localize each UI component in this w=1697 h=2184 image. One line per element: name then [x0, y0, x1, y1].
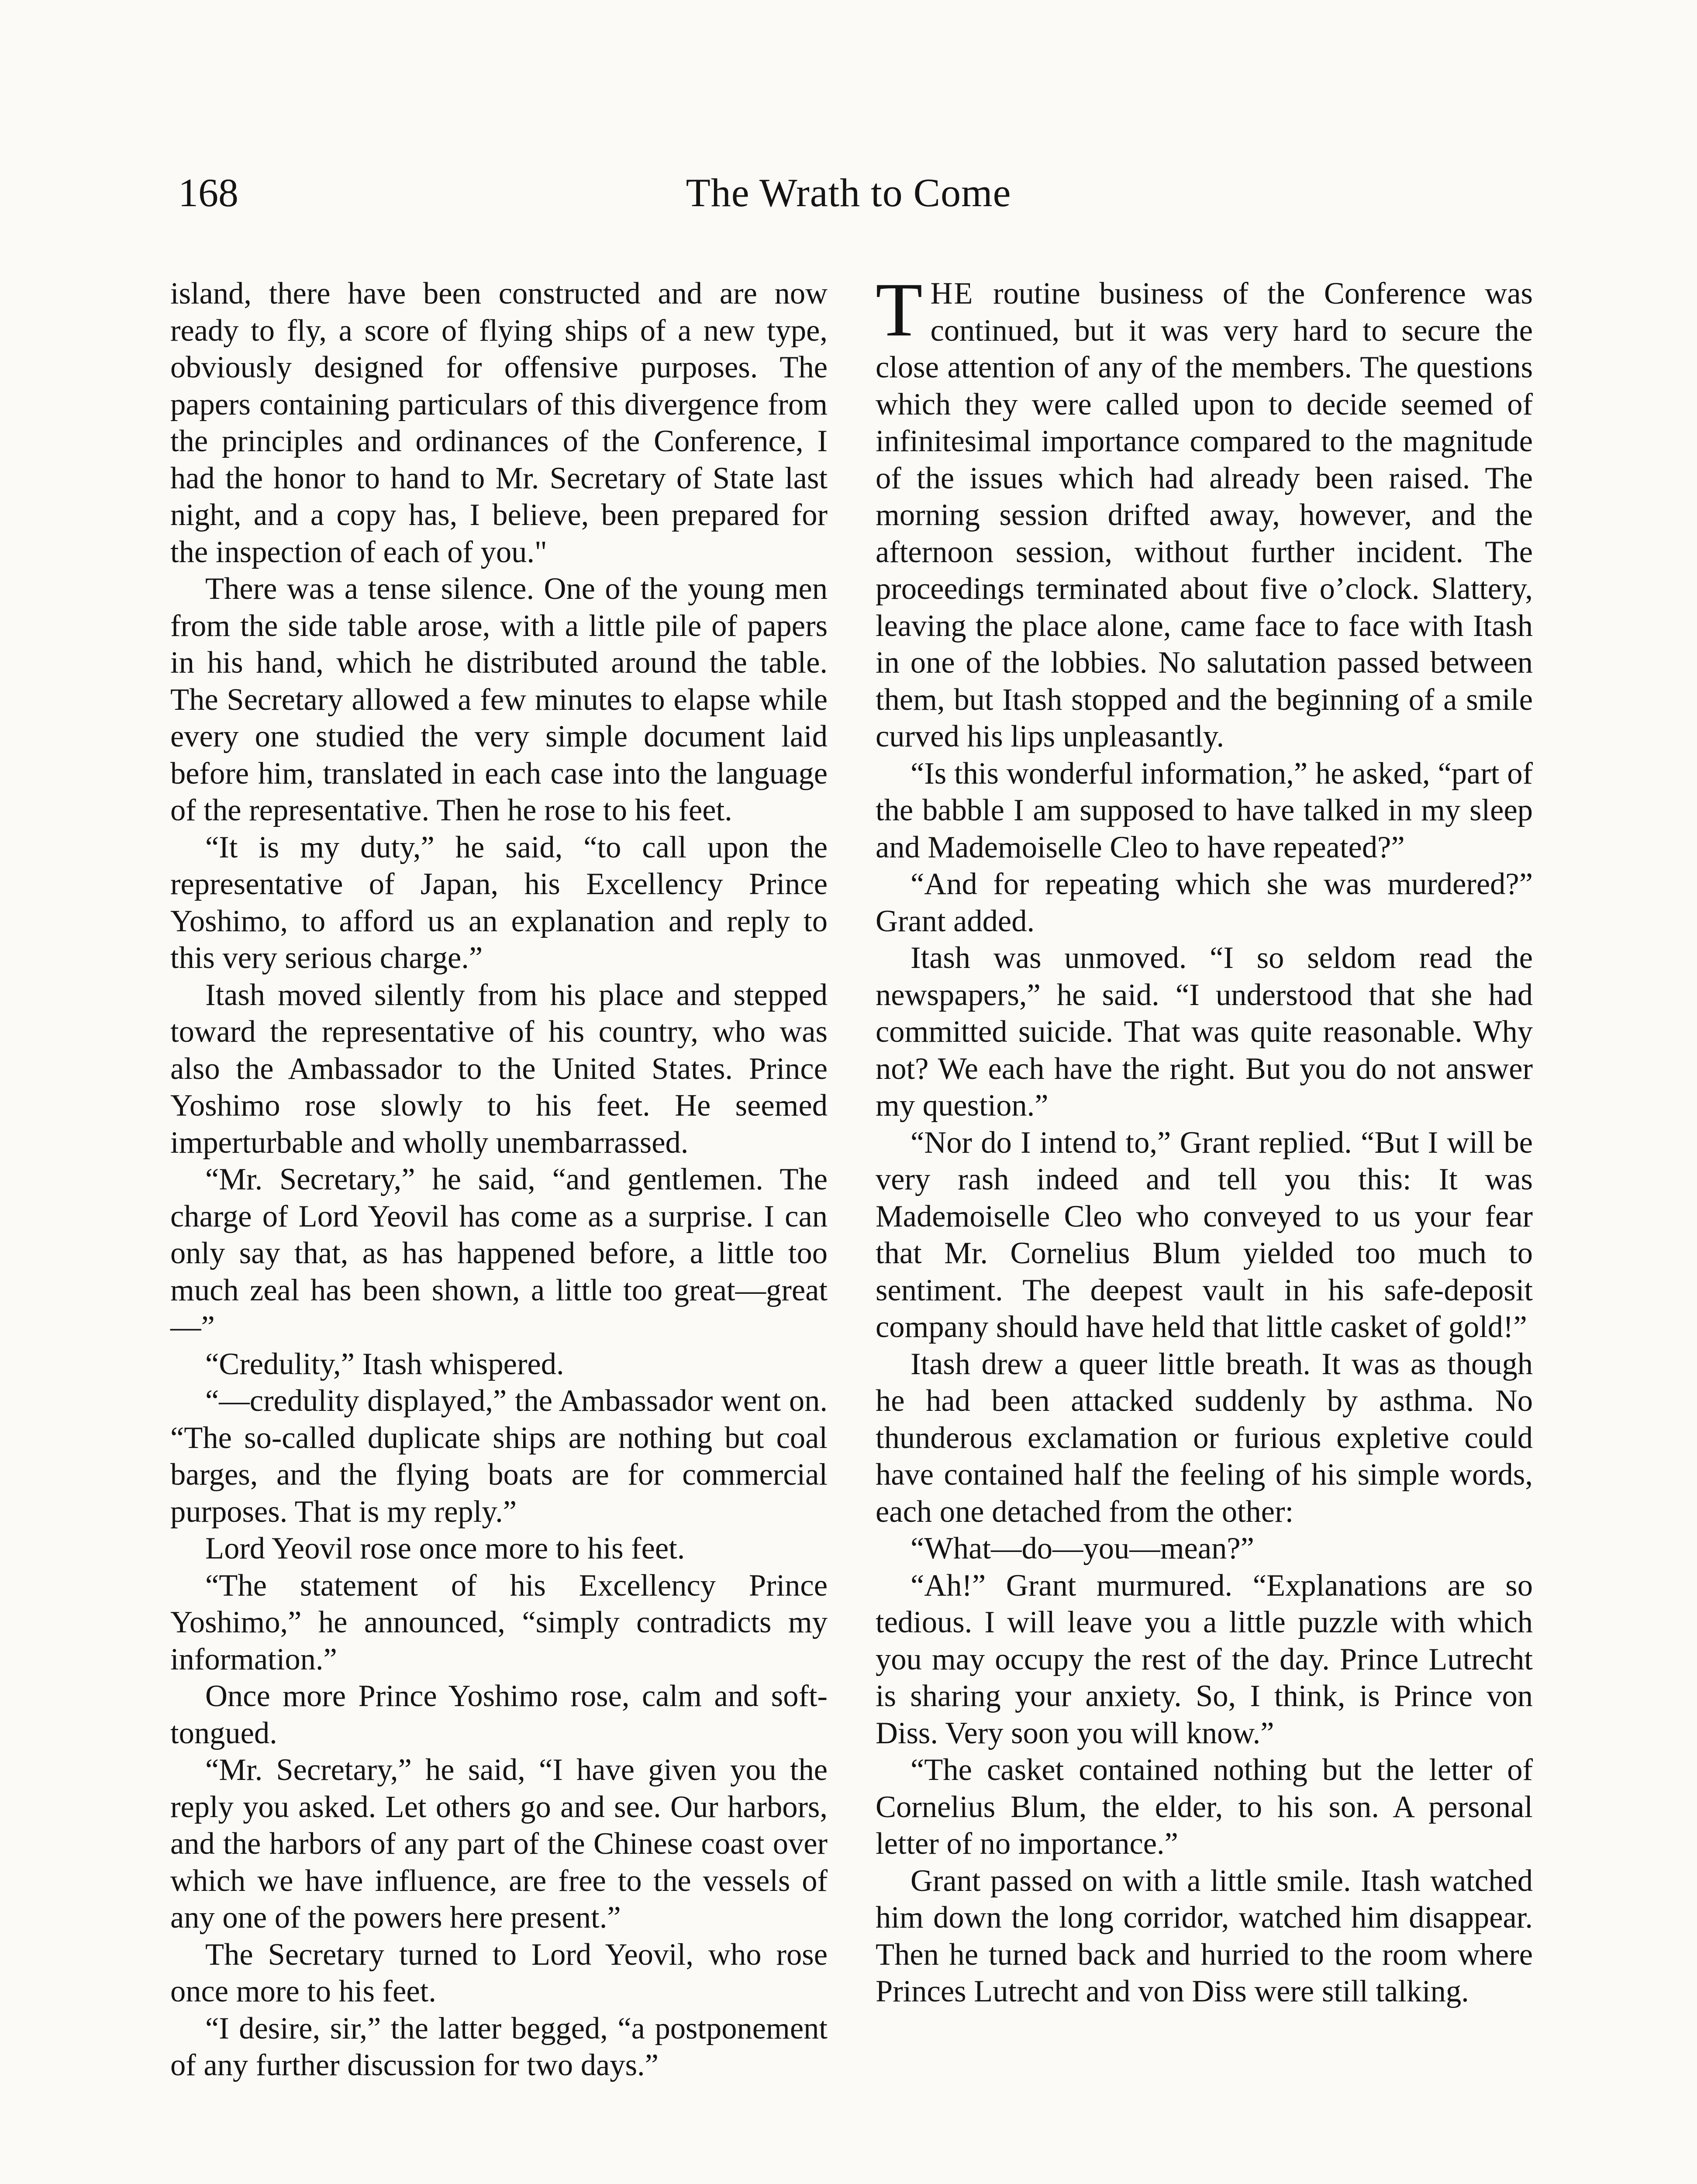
paragraph: “Nor do I intend to,” Grant replied. “But I will be very rash indeed and tell you this: It was Mademoiselle Cleo who conveyed to us your fear that Mr. Cornelius Blum yielded too much to sentiment. The deepest vault in his safe-deposit company should have held that little casket of gold!” — [876, 1125, 1533, 1344]
paragraph: “Mr. Secretary,” he said, “and gentlemen. The charge of Lord Yeovil has come as a surprise. I can only say that, as has happened before, a little too much zeal has been shown, a little too great—great—” — [170, 1162, 828, 1344]
paragraph: There was a tense silence. One of the young men from the side table arose, with a little pile of papers in his hand, which he distributed around the table. The Secretary allowed a few minutes to elapse while every one studied the very simple document laid before him, translated in each case into the language of the representative. Then he rose to his feet. — [170, 572, 828, 827]
paragraph: “—credulity displayed,” the Ambassador went on. “The so-called duplicate ships are nothing but coal barges, and the flying boats are for commercial purposes. That is my reply.” — [170, 1384, 828, 1529]
right-column — [876, 267, 1533, 2010]
paragraph: “I desire, sir,” the latter begged, “a postponement of any further discussion for two days.” — [170, 2011, 828, 2082]
opening-text: routine business of the Conference was continued, but it was very hard to secure the close attention of any of the members. The questions which they were called upon to decide seemed of infinitesimal importance compared to the magnitude of the issues which had already been raised. The morning session drifted away, however, and the afternoon session, without further incident. The proceedings terminated about five o’clock. Slattery, leaving the place alone, came face to face with Itash in one of the lobbies. No salutation passed between them, but Itash stopped and the beginning of a smile curved his lips unpleasantly. — [876, 276, 1533, 753]
running-head-title: The Wrath to Come — [686, 170, 1011, 215]
opening-small-caps: HE — [930, 276, 974, 311]
drop-cap: T — [876, 267, 923, 352]
left-column — [170, 275, 828, 2084]
paragraph: “What—do—you—mean?” — [911, 1531, 1254, 1565]
paragraph: “The statement of his Excellency Prince Yoshimo,” he announced, “simply contradicts my information.” — [170, 1568, 828, 1676]
paragraph: “Mr. Secretary,” he said, “I have given you the reply you asked. Let others go and see. Our harbors, and the harbors of any part of the Chinese coast over which we have influence, are free to the vessels of any one of the powers here present.” — [170, 1753, 828, 1935]
paragraph: “And for repeating which she was murdered?” Grant added. — [876, 867, 1533, 938]
paragraph: “Credulity,” Itash whispered. — [205, 1347, 564, 1381]
paragraph: island, there have been constructed and are now ready to fly, a score of flying ships of a new type, obviously designed for offensive purposes. The papers containing particulars of this divergence from the principles and ordinances of the Conference, I had the honor to hand to Mr. Secretary of State last night, and a copy has, I believe, been prepared for the inspection of each of you." — [170, 276, 828, 569]
page-number: 168 — [178, 170, 238, 215]
paragraph: Once more Prince Yoshimo rose, calm and soft-tongued. — [170, 1679, 828, 1750]
section-opening-paragraph — [876, 267, 1533, 755]
paragraph: Itash moved silently from his place and stepped toward the representative of his country, who was also the Ambassador to the United States. Prince Yoshimo rose slowly to his feet. He seemed imperturbable and wholly unembarrassed. — [170, 978, 828, 1160]
paragraph: Lord Yeovil rose once more to his feet. — [205, 1531, 685, 1565]
paragraph: “The casket contained nothing but the letter of Cornelius Blum, the elder, to his son. A personal letter of no importance.” — [876, 1753, 1533, 1861]
paragraph: Grant passed on with a little smile. Itash watched him down the long corridor, watched him disappear. Then he turned back and hurried to the room where Princes Lutrecht and von Diss were still talking. — [876, 1863, 1533, 2008]
paragraph: “It is my duty,” he said, “to call upon the representative of Japan, his Excellency Prince Yoshimo, to afford us an explanation and reply to this very serious charge.” — [170, 830, 828, 975]
paragraph: “Is this wonderful information,” he asked, “part of the babble I am supposed to have talked in my sleep and Mademoiselle Cleo to have repeated?” — [876, 756, 1533, 864]
paragraph: “Ah!” Grant murmured. “Explanations are so tedious. I will leave you a little puzzle with which you may occupy the rest of the day. Prince Lutrecht is sharing your anxiety. So, I think, is Prince von Diss. Very soon you will know.” — [876, 1568, 1533, 1750]
paragraph: The Secretary turned to Lord Yeovil, who rose once more to his feet. — [170, 1937, 828, 2008]
paragraph: Itash drew a queer little breath. It was as though he had been attacked suddenly by asthma. No thunderous exclamation or furious expletive could have contained half the feeling of his simple words, each one detached from the other: — [876, 1347, 1533, 1529]
paragraph: Itash was unmoved. “I so seldom read the newspapers,” he said. “I understood that she had committed suicide. That was quite reasonable. Why not? We each have the right. But you do not answer my question.” — [876, 941, 1533, 1123]
